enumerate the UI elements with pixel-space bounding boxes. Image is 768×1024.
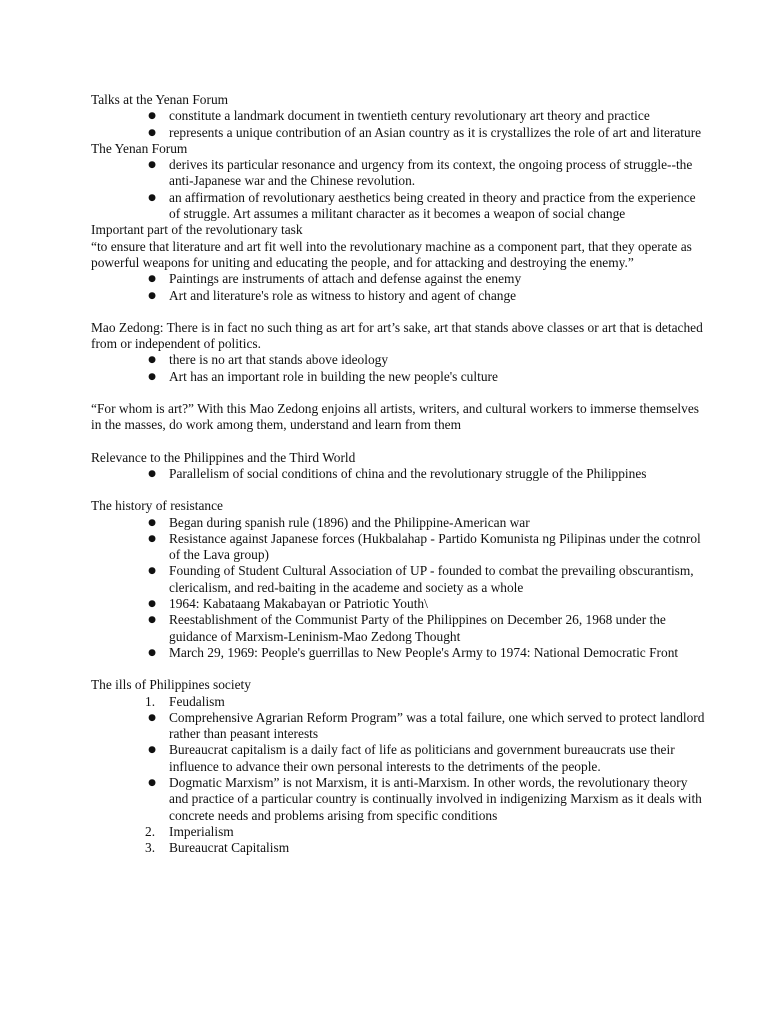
list-item: ● Founding of Student Cultural Association of UP - founded to combat the prevailing obscurantism, clericalism, and red-baiting in the academe and society as a whole — [91, 563, 708, 596]
item-number: 1. — [145, 693, 156, 709]
numbered-item: 3. Bureaucrat Capitalism — [145, 840, 290, 856]
list-item: ● Reestablishment of the Communist Party of the Philippines on December 26, 1968 under the guidance of Marxism-Leninism-Mao Zedong Thought — [91, 612, 708, 645]
section-heading: The ills of Philippines society — [91, 677, 251, 693]
bullet-icon: ● — [148, 647, 156, 658]
section-heading: Important part of the revolutionary task — [91, 222, 303, 238]
section-heading: Relevance to the Philippines and the Third World — [91, 449, 356, 465]
list-item: ● there is no art that stands above ideology — [91, 352, 708, 368]
bullet-icon: ● — [148, 599, 156, 610]
numbered-list — [91, 824, 708, 857]
item-number: 2. — [145, 823, 156, 839]
list-item: ● an affirmation of revolutionary aesthetics being created in theory and practice from the experience of struggle. Art assumes a militant character as it becomes a weapon of social change — [91, 190, 708, 223]
section-heading: Talks at the Yenan Forum — [91, 92, 229, 107]
numbered-item: 2. Imperialism — [145, 823, 234, 839]
bullet-list — [91, 352, 708, 385]
list-item: ● Art has an important role in building the new people's culture — [91, 369, 708, 385]
list-item: ● March 29, 1969: People's guerrillas to New People's Army to 1974: National Democratic Front — [91, 645, 708, 661]
bullet-icon: ● — [148, 355, 156, 366]
list-item: ● Art and literature's role as witness to history and agent of change — [91, 288, 708, 304]
bullet-list — [91, 710, 708, 824]
bullet-list — [91, 157, 708, 222]
numbered-item: 1. Feudalism — [145, 693, 225, 709]
list-item: ● Dogmatic Marxism” is not Marxism, it is anti-Marxism. In other words, the revolutionary theory and practice of a particular country is continually involved in indigenizing Marxism as it deals with concrete needs and problems arising from specific conditions — [91, 775, 708, 824]
list-item: ● Resistance against Japanese forces (Hukbalahap - Partido Komunista ng Pilipinas under the cotnrol of the Lava group) — [91, 531, 708, 564]
bullet-list — [91, 466, 708, 482]
bullet-icon: ● — [148, 517, 156, 528]
bullet-icon: ● — [148, 777, 156, 788]
list-item: ● derives its particular resonance and urgency from its context, the ongoing process of struggle--the anti-Japanese war and the Chinese revolution. — [91, 157, 708, 190]
list-item: ● Parallelism of social conditions of china and the revolutionary struggle of the Philippines — [91, 466, 708, 482]
bullet-icon: ● — [148, 274, 156, 285]
bullet-icon: ● — [148, 745, 156, 756]
bullet-icon: ● — [148, 127, 156, 138]
list-item: ● 1964: Kabataang Makabayan or Patriotic Youth\ — [91, 596, 708, 612]
bullet-list — [91, 108, 708, 141]
list-item: ● Paintings are instruments of attach and defense against the enemy — [91, 271, 708, 287]
bullet-icon: ● — [148, 160, 156, 171]
item-number: 3. — [145, 840, 156, 856]
list-item: ● represents a unique contribution of an Asian country as it is crystallizes the role of art and literature — [91, 125, 708, 141]
for-whom-paragraph: “For whom is art?” With this Mao Zedong enjoins all artists, writers, and cultural workers to immerse themselves in the masses, do work among them, understand and learn from them — [91, 401, 699, 433]
list-item: ● Bureaucrat capitalism is a daily fact of life as politicians and government bureaucrats use their influence to advance their own personal interests to the detriments of the people. — [91, 742, 708, 775]
bullet-icon: ● — [148, 290, 156, 301]
bullet-icon: ● — [148, 566, 156, 577]
bullet-icon: ● — [148, 468, 156, 479]
list-item: ● constitute a landmark document in twentieth century revolutionary art theory and practice — [91, 108, 708, 124]
mao-paragraph: Mao Zedong: There is in fact no such thing as art for art’s sake, art that stands above classes or art that is detached from or independent of politics. — [91, 319, 703, 352]
bullet-list — [91, 271, 708, 304]
bullet-icon: ● — [148, 712, 156, 723]
bullet-list — [91, 515, 708, 662]
section-heading: The history of resistance — [91, 498, 224, 514]
numbered-list — [91, 694, 708, 710]
section-heading: The Yenan Forum — [91, 140, 188, 156]
bullet-icon: ● — [148, 533, 156, 544]
bullet-icon: ● — [148, 615, 156, 626]
bullet-icon: ● — [148, 192, 156, 203]
list-item: ● Began during spanish rule (1896) and the Philippine-American war — [91, 515, 708, 531]
list-item: ● Comprehensive Agrarian Reform Program” was a total failure, one which served to protect landlord rather than peasant interests — [91, 710, 708, 743]
bullet-icon: ● — [148, 371, 156, 382]
bullet-icon: ● — [148, 111, 156, 122]
quote-paragraph: “to ensure that literature and art fit well into the revolutionary machine as a component part, that they operate as powerful weapons for uniting and educating the people, and for attacking and destroying the enemy.” — [91, 238, 692, 270]
